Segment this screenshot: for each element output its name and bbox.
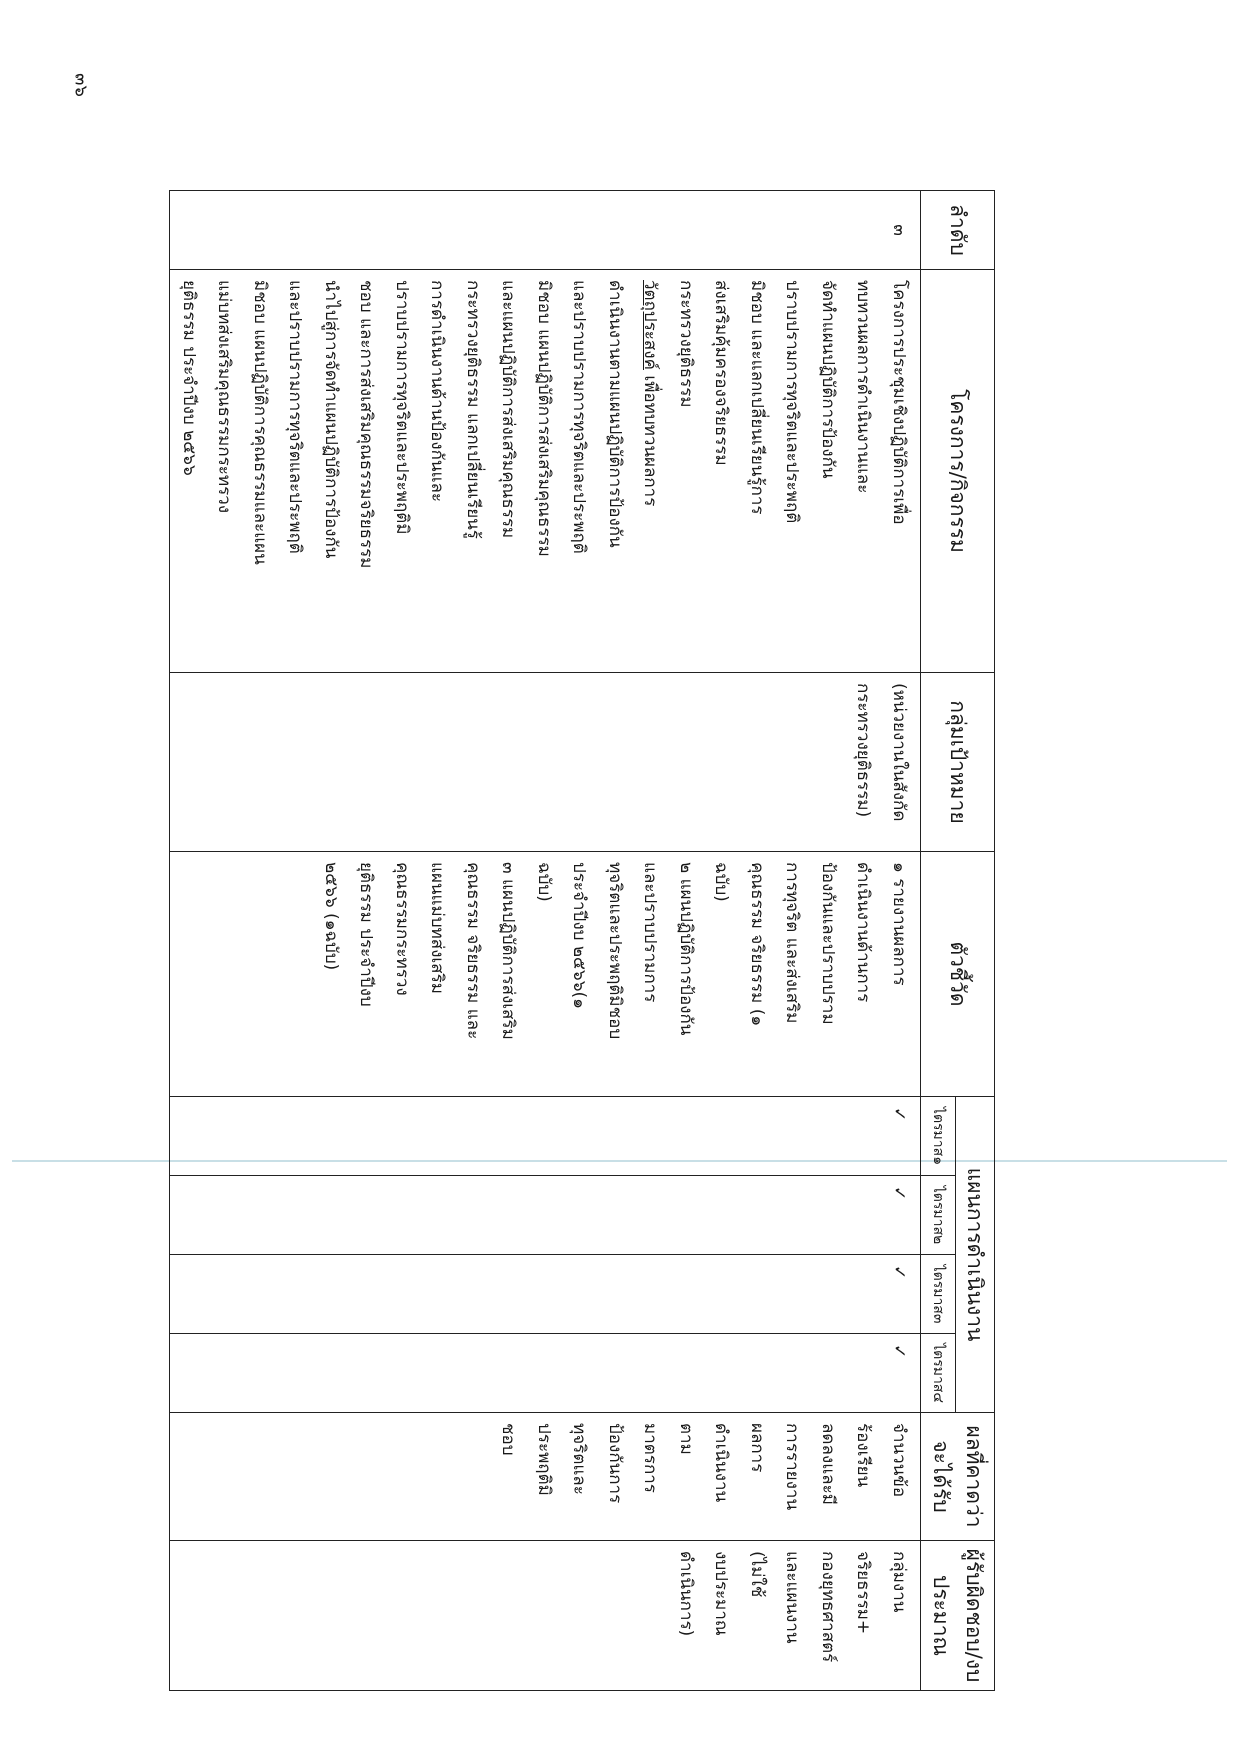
objective-line: และปราบปรามการทุจริตและประพฤติ	[285, 280, 306, 554]
header-row	[956, 191, 995, 1691]
project-line: มิชอบ และแลกเปลี่ยนเรียนรู้การ	[747, 280, 767, 515]
responsible-line: และแผนงาน	[782, 1551, 803, 1644]
expected-line: ร้องเรียน	[853, 1423, 874, 1488]
quarter-2-check-icon: ✓	[170, 1176, 921, 1255]
responsible-line: กองยุทธศาสตร์	[818, 1551, 838, 1663]
expected-line: ลดลงและมี	[818, 1423, 838, 1505]
page-number: ๓๖	[70, 73, 92, 97]
objective-line: แม่บทส่งเสริมคุณธรรมกระทรวง	[214, 280, 235, 514]
indicator-line: ป้องกันและปราบปราม	[818, 862, 838, 1025]
header-expected-result: ผลที่คาดว่าจะได้รับ	[921, 1413, 995, 1541]
quarter-1-check-icon: ✓	[170, 1097, 921, 1176]
table-row	[170, 191, 921, 1691]
indicator-line: คุณธรรม จริยธรรม และ	[463, 862, 483, 1040]
header-quarter-2: ไตรมาส๒	[921, 1176, 956, 1255]
header-project: โครงการ/กิจกรรม	[921, 270, 995, 673]
expected-line: ทุจริตและ	[569, 1423, 590, 1495]
responsible-line: งบประมาณ	[711, 1551, 732, 1636]
rotated-table-container	[179, 190, 995, 1690]
expected-line: การรายงาน	[782, 1423, 803, 1511]
objective-line: นำไปสู่การจัดทำแผนปฏิบัติการป้องกัน	[321, 280, 341, 559]
expected-line: จำนวนข้อ	[889, 1423, 909, 1498]
target-group-cell	[170, 673, 921, 852]
indicator-line: และปราบปรามการ	[640, 862, 661, 1003]
target-line: (หน่วยงานในสังกัด	[889, 683, 909, 822]
objective-line: ชอบ และการส่งเสริมคุณธรรมจริยธรรม	[356, 280, 377, 569]
row-number: ๓	[170, 191, 921, 270]
project-line: โครงการประชุมเชิงปฏิบัติการเพื่อ	[889, 280, 909, 525]
header-quarter-3: ไตรมาส๓	[921, 1255, 956, 1334]
indicator-line: ๒ แผนปฏิบัติการป้องกัน	[676, 862, 696, 1036]
indicator-line: แผนแม่บทส่งเสริม	[427, 862, 448, 994]
header-quarter-1: ไตรมาส๑	[921, 1097, 956, 1176]
expected-line: มาตรการ	[640, 1423, 661, 1493]
header-quarter-4: ไตรมาส๔	[921, 1334, 956, 1413]
indicator-line: ดำเนินงานด้านการ	[853, 862, 874, 1003]
indicator-line: ยุติธรรม ประจำปีงบ	[356, 862, 377, 1007]
objective-line: มิชอบ แผนปฏิบัติการคุณธรรมและแผน	[250, 280, 270, 565]
header-no: ลำดับ	[921, 191, 995, 270]
expected-line: ป้องกันการ	[605, 1423, 625, 1504]
responsible-line: ดำเนินการ)	[676, 1551, 696, 1637]
indicator-cell	[170, 852, 921, 1097]
action-plan-table	[170, 190, 996, 1691]
indicator-line: คุณธรรม จริยธรรม (๑	[747, 862, 767, 1027]
responsible-line: (ไม่ใช้	[747, 1551, 767, 1598]
indicator-line: การทุจริต และส่งเสริม	[782, 862, 803, 1024]
header-plan: แผนการดำเนินงาน	[956, 1097, 995, 1413]
objective-label: วัตถุประสงค์	[640, 280, 661, 370]
indicator-line: ฉบับ)	[534, 862, 554, 902]
indicator-line: ประจำปีงบ ๒๕๖๖(๑	[569, 862, 590, 1009]
indicator-line: ๓ แผนปฏิบัติการส่งเสริม	[498, 862, 519, 1040]
project-cell	[170, 270, 921, 673]
expected-result-cell	[170, 1413, 921, 1541]
quarter-4-check-icon: ✓	[170, 1334, 921, 1413]
project-line: จัดทำแผนปฏิบัติการป้องกัน	[818, 280, 838, 479]
indicator-line: ทุจริตและประพฤติมิชอบ	[605, 862, 625, 1040]
objective-line: การดำเนินงานด้านป้องกันและ	[427, 280, 448, 503]
expected-line: ประพฤติมิ	[534, 1423, 554, 1496]
quarter-3-check-icon: ✓	[170, 1255, 921, 1334]
responsible-line: จริยธรรม+	[853, 1551, 874, 1635]
expected-line: ชอบ	[498, 1423, 519, 1456]
project-line: กระทรวงยุติธรรม	[676, 280, 696, 408]
project-line: ปราบปรามการทุจริตและประพฤติ	[782, 280, 803, 524]
indicator-line: ฉบับ)	[711, 862, 732, 902]
objective-line: และปราบปรามการทุจริตและประพฤติ	[569, 280, 590, 554]
objective-first-line	[632, 280, 668, 662]
indicator-line: คุณธรรมกระทรวง	[392, 862, 412, 996]
expected-line: ผลการ	[747, 1423, 767, 1473]
objective-line: มิชอบ แผนปฏิบัติการส่งเสริมคุณธรรม	[534, 280, 554, 557]
indicator-line: ๑ รายงานผลการ	[889, 862, 909, 986]
objective-line: กระทรวงยุติธรรม แลกเปลี่ยนเรียนรู้	[463, 280, 483, 539]
target-line: กระทรวงยุติธรรม)	[853, 683, 874, 818]
project-line: ทบทวนผลการดำเนินงานและ	[853, 280, 874, 494]
objective-line: ดำเนินงานตามแผนปฏิบัติการป้องกัน	[605, 280, 625, 548]
header-indicator: ตัวชี้วัด	[921, 852, 995, 1097]
expected-line: ตาม	[676, 1423, 696, 1455]
responsible-cell	[170, 1541, 921, 1691]
project-line: ส่งเสริมคุ้มครองจริยธรรม	[711, 280, 732, 466]
indicator-line: ๒๕๖๖ (๑ฉบับ)	[321, 862, 341, 971]
objective-line: ปราบปรามการทุจริตและประพฤติมิ	[392, 280, 412, 535]
objective-first-text: เพื่อทบทวนผลการ	[640, 369, 661, 507]
header-responsible: ผู้รับผิดชอบ/งบประมาณ	[921, 1541, 995, 1691]
objective-line: ยุติธรรม ประจำปีงบ ๒๕๖๖	[179, 280, 199, 476]
responsible-line: กลุ่มงาน	[889, 1551, 909, 1613]
header-target-group: กลุ่มเป้าหมาย	[921, 673, 995, 852]
expected-line: ดำเนินงาน	[711, 1423, 732, 1503]
objective-line: และแผนปฏิบัติการส่งเสริมคุณธรรม	[498, 280, 519, 539]
